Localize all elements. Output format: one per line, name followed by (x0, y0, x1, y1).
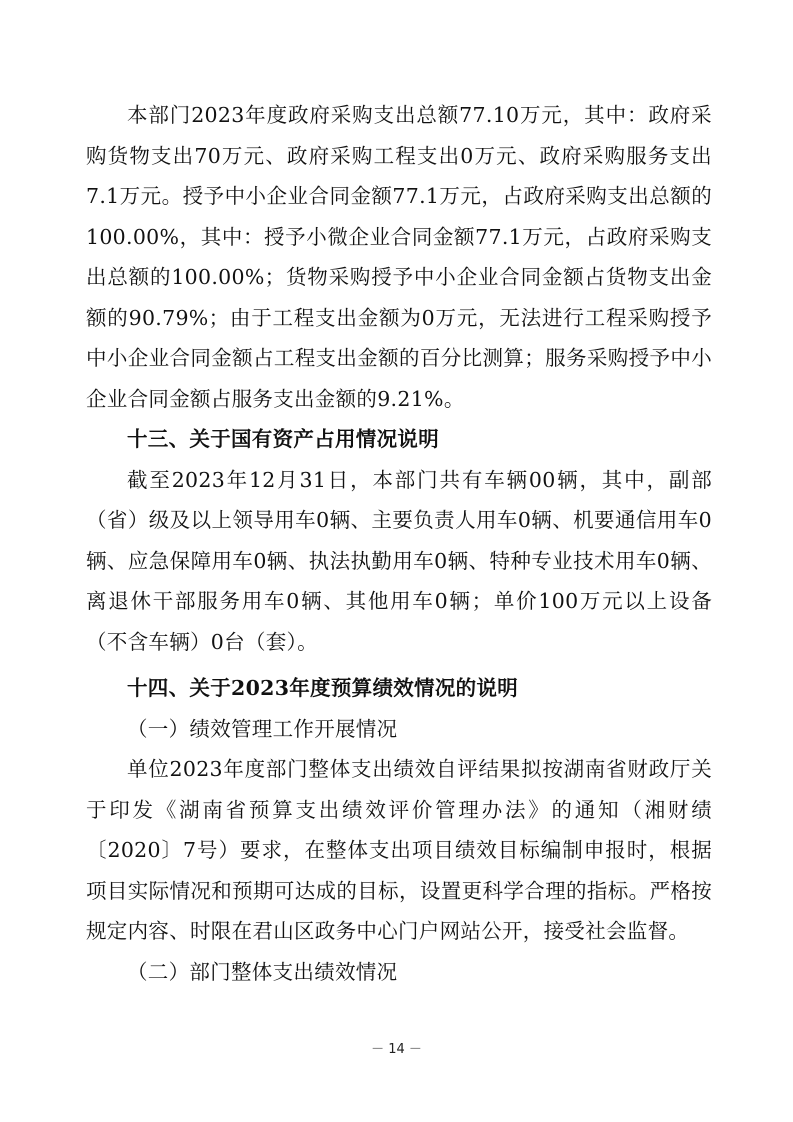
subsection-heading-2: （二）部门整体支出绩效情况 (127, 959, 398, 984)
performance-paragraph: 单位2023年度部门整体支出绩效自评结果拟按湖南省财政厅关于印发《湖南省预算支出绩效评价管理办法》的通知（湘财绩〔2020〕7号）要求，在整体支出项目绩效目标编制申报时，根据项目实际情况和预期可达成的目标，设置更科学合理的指标。严格按规定内容、时限在君山区政务中心门户网站公开，接受社会监督。 (86, 757, 712, 943)
assets-paragraph: 截至2023年12月31日，本部门共有车辆00辆，其中，副部（省）级及以上领导用车0辆、主要负责人用车0辆、机要通信用车0辆、应急保障用车0辆、执法执勤用车0辆、特种专业技术用车0辆、离退休干部服务用车0辆、其他用车0辆；单价100万元以上设备（不含车辆）0台（套）。 (86, 467, 712, 654)
section-heading-14: 十四、关于2023年度预算绩效情况的说明 (127, 676, 519, 700)
section-heading-13: 十三、关于国有资产占用情况说明 (127, 427, 439, 451)
page-number: － 14 － (371, 1042, 422, 1057)
procurement-paragraph: 本部门2023年度政府采购支出总额77.10万元，其中：政府采购货物支出70万元、政府采购工程支出0万元、政府采购服务支出7.1万元。授予中小企业合同金额77.1万元，占政府采购支出总额的100.00%，其中：授予小微企业合同金额77.1万元，占政府采购支出总额的100.00%；货物采购授予中小企业合同金额占货物支出金额的90.79%；由于工程支出金额为0万元，无法进行工程采购授予中小企业合同金额占工程支出金额的百分比测算；服务采购授予中小企业合同金额占服务支出金额的9.21%。 (86, 103, 712, 411)
document-body (86, 95, 712, 992)
subsection-heading-1: （一）绩效管理工作开展情况 (127, 716, 398, 741)
